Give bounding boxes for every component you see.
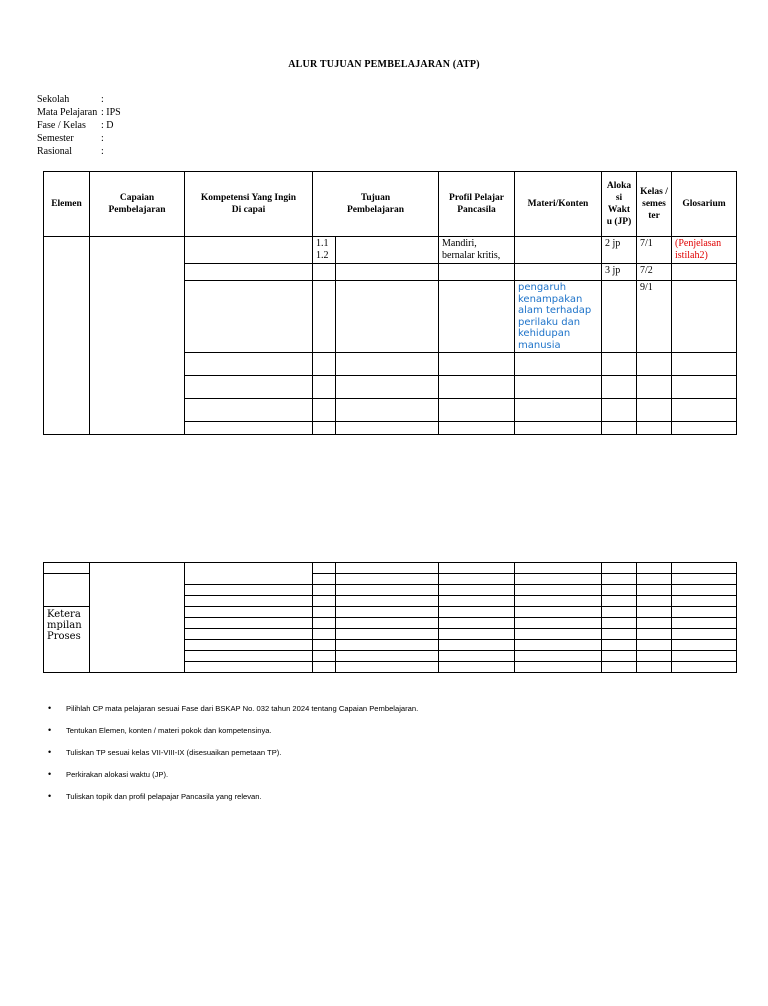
cell bbox=[515, 563, 602, 574]
header-elemen: Elemen bbox=[44, 172, 90, 237]
cell bbox=[672, 662, 737, 673]
cell bbox=[672, 640, 737, 651]
header-capaian: Capaian Pembelajaran bbox=[90, 172, 185, 237]
cell-jp bbox=[602, 399, 637, 422]
table-row bbox=[44, 563, 737, 574]
cell bbox=[185, 585, 313, 596]
header-alokasi: Aloka si Wakt u (JP) bbox=[602, 172, 637, 237]
cell bbox=[313, 662, 336, 673]
cell bbox=[672, 651, 737, 662]
cell-jp bbox=[602, 422, 637, 435]
cell bbox=[313, 651, 336, 662]
cell-merged bbox=[90, 563, 185, 673]
header-glosarium: Glosarium bbox=[672, 172, 737, 237]
cell-glosarium bbox=[672, 353, 737, 376]
cell-tp-number bbox=[313, 264, 336, 281]
cell bbox=[336, 640, 439, 651]
cell bbox=[336, 563, 439, 574]
cell bbox=[637, 629, 672, 640]
list-item bbox=[48, 789, 418, 811]
cell bbox=[602, 662, 637, 673]
cell bbox=[336, 662, 439, 673]
cell-tujuan bbox=[336, 281, 439, 353]
cell-jp bbox=[602, 281, 637, 353]
cell bbox=[602, 651, 637, 662]
cell bbox=[439, 651, 515, 662]
cell-tp-number bbox=[313, 281, 336, 353]
cell bbox=[336, 618, 439, 629]
cell bbox=[313, 629, 336, 640]
cell bbox=[336, 585, 439, 596]
cell bbox=[637, 618, 672, 629]
cell bbox=[439, 574, 515, 585]
cell bbox=[439, 607, 515, 618]
cell bbox=[336, 607, 439, 618]
cell-materi: pengaruh kenampakan alam terhadap perilaku dan kehidupan manusia bbox=[515, 281, 602, 353]
info-label: Fase / Kelas bbox=[37, 120, 86, 131]
cell-kompetensi bbox=[185, 422, 313, 435]
info-value: : IPS bbox=[101, 107, 121, 118]
cell-glosarium bbox=[672, 422, 737, 435]
info-label: Mata Pelajaran bbox=[37, 107, 98, 118]
header-kompetensi: Kompetensi Yang Ingin Di capai bbox=[185, 172, 313, 237]
cell-kompetensi bbox=[185, 353, 313, 376]
cell bbox=[185, 651, 313, 662]
header-kelas: Kelas / semes ter bbox=[637, 172, 672, 237]
cell bbox=[637, 563, 672, 574]
cell-glosarium: (Penjelasan istilah2) bbox=[672, 237, 737, 264]
cell-profil bbox=[439, 422, 515, 435]
cell bbox=[515, 607, 602, 618]
cell-kelas bbox=[637, 353, 672, 376]
cell bbox=[185, 640, 313, 651]
bullet-icon: • bbox=[48, 747, 52, 757]
instruction-text: Tentukan Elemen, konten / materi pokok dan kompetensinya. bbox=[66, 726, 272, 735]
cell bbox=[637, 607, 672, 618]
cell-profil bbox=[439, 353, 515, 376]
cell bbox=[602, 618, 637, 629]
header-tujuan: Tujuan Pembelajaran bbox=[313, 172, 439, 237]
cell-keterampilan-proses: Ketera mpilan Proses bbox=[44, 607, 90, 673]
cell bbox=[515, 618, 602, 629]
info-row-rasional bbox=[37, 145, 121, 158]
cell bbox=[313, 607, 336, 618]
cell bbox=[515, 629, 602, 640]
bullet-icon: • bbox=[48, 769, 52, 779]
cell-kelas: 7/2 bbox=[637, 264, 672, 281]
info-row-fase-kelas bbox=[37, 119, 121, 132]
cell-kelas bbox=[637, 376, 672, 399]
cell-materi bbox=[515, 353, 602, 376]
cell bbox=[672, 607, 737, 618]
cell-profil bbox=[439, 264, 515, 281]
cell bbox=[637, 651, 672, 662]
cell bbox=[602, 629, 637, 640]
instruction-text: Perkirakan alokasi waktu (JP). bbox=[66, 770, 169, 779]
cell bbox=[44, 563, 90, 574]
cell bbox=[185, 662, 313, 673]
cell bbox=[185, 596, 313, 607]
cell-elemen bbox=[44, 237, 90, 435]
cell bbox=[637, 640, 672, 651]
cell bbox=[672, 585, 737, 596]
cell bbox=[672, 596, 737, 607]
table-row bbox=[44, 237, 737, 264]
cell bbox=[439, 629, 515, 640]
cell bbox=[185, 563, 313, 585]
cell-glosarium bbox=[672, 281, 737, 353]
cell-kelas: 9/1 bbox=[637, 281, 672, 353]
instruction-text: Tuliskan TP sesuai kelas VII-VIII-IX (disesuaikan pemetaan TP). bbox=[66, 748, 282, 757]
cell-jp: 3 jp bbox=[602, 264, 637, 281]
list-item bbox=[48, 723, 418, 745]
cell bbox=[672, 574, 737, 585]
bullet-icon: • bbox=[48, 725, 52, 735]
info-label: Semester bbox=[37, 133, 74, 144]
list-item bbox=[48, 701, 418, 723]
cell-tp-number bbox=[313, 399, 336, 422]
cell bbox=[602, 563, 637, 574]
cell-kelas bbox=[637, 399, 672, 422]
cell bbox=[313, 574, 336, 585]
bullet-icon: • bbox=[48, 791, 52, 801]
cell bbox=[336, 651, 439, 662]
bullet-icon: • bbox=[48, 703, 52, 713]
cell bbox=[185, 607, 313, 618]
cell-profil bbox=[439, 376, 515, 399]
info-value: : D bbox=[101, 120, 114, 131]
instructions-list bbox=[48, 701, 418, 811]
cell bbox=[515, 651, 602, 662]
cell bbox=[185, 629, 313, 640]
cell bbox=[637, 662, 672, 673]
cell-kelas bbox=[637, 422, 672, 435]
cell-jp bbox=[602, 353, 637, 376]
cell-kelas: 7/1 bbox=[637, 237, 672, 264]
cell bbox=[336, 629, 439, 640]
cell-materi bbox=[515, 237, 602, 264]
cell bbox=[313, 640, 336, 651]
cell-kompetensi bbox=[185, 264, 313, 281]
cell bbox=[602, 607, 637, 618]
info-value: : bbox=[101, 146, 104, 157]
cell bbox=[313, 563, 336, 574]
cell bbox=[439, 618, 515, 629]
cell bbox=[439, 596, 515, 607]
cell bbox=[637, 574, 672, 585]
cell-tp-number bbox=[313, 422, 336, 435]
cell-tp-number: 1.1 1.2 bbox=[313, 237, 336, 264]
cell bbox=[313, 596, 336, 607]
cell bbox=[672, 618, 737, 629]
cell-profil bbox=[439, 281, 515, 353]
cell bbox=[637, 596, 672, 607]
cell-profil bbox=[439, 399, 515, 422]
cell bbox=[44, 574, 90, 607]
info-value: : bbox=[101, 94, 104, 105]
info-label: Sekolah bbox=[37, 94, 70, 105]
cell bbox=[637, 585, 672, 596]
instruction-text: Tuliskan topik dan profil pelapajar Pancasila yang relevan. bbox=[66, 792, 262, 801]
cell-tujuan bbox=[336, 237, 439, 264]
header-row bbox=[44, 172, 737, 237]
info-row-mata-pelajaran bbox=[37, 106, 121, 119]
cell bbox=[515, 640, 602, 651]
cell bbox=[602, 574, 637, 585]
cell-kompetensi bbox=[185, 281, 313, 353]
info-label: Rasional bbox=[37, 146, 72, 157]
cell-glosarium bbox=[672, 399, 737, 422]
cell bbox=[439, 563, 515, 574]
cell-kompetensi bbox=[185, 376, 313, 399]
cell bbox=[515, 585, 602, 596]
atp-table bbox=[43, 171, 737, 435]
info-block bbox=[37, 93, 121, 158]
cell bbox=[336, 574, 439, 585]
list-item bbox=[48, 745, 418, 767]
document-title: ALUR TUJUAN PEMBELAJARAN (ATP) bbox=[288, 59, 480, 70]
cell bbox=[515, 662, 602, 673]
cell-tujuan bbox=[336, 264, 439, 281]
cell-kompetensi bbox=[185, 399, 313, 422]
cell-glosarium bbox=[672, 264, 737, 281]
cell bbox=[602, 640, 637, 651]
cell-tp-number bbox=[313, 376, 336, 399]
cell-tujuan bbox=[336, 353, 439, 376]
cell bbox=[672, 629, 737, 640]
cell bbox=[313, 618, 336, 629]
cell bbox=[515, 574, 602, 585]
info-row-sekolah bbox=[37, 93, 121, 106]
secondary-table bbox=[43, 562, 737, 673]
cell-tujuan bbox=[336, 376, 439, 399]
header-profil: Profil Pelajar Pancasila bbox=[439, 172, 515, 237]
cell-kompetensi bbox=[185, 237, 313, 264]
instruction-text: Pilihlah CP mata pelajaran sesuai Fase dari BSKAP No. 032 tahun 2024 tentang Capaian Pembelajaran. bbox=[66, 704, 419, 713]
cell bbox=[439, 640, 515, 651]
cell-tujuan bbox=[336, 399, 439, 422]
cell bbox=[515, 596, 602, 607]
cell bbox=[185, 618, 313, 629]
cell-tp-number bbox=[313, 353, 336, 376]
cell bbox=[439, 585, 515, 596]
cell-tujuan bbox=[336, 422, 439, 435]
cell-jp bbox=[602, 376, 637, 399]
header-materi: Materi/Konten bbox=[515, 172, 602, 237]
cell-materi bbox=[515, 376, 602, 399]
cell-glosarium bbox=[672, 376, 737, 399]
info-value: : bbox=[101, 133, 104, 144]
cell-profil: Mandiri, bernalar kritis, bbox=[439, 237, 515, 264]
cell bbox=[336, 596, 439, 607]
cell-materi bbox=[515, 399, 602, 422]
info-row-semester bbox=[37, 132, 121, 145]
cell-jp: 2 jp bbox=[602, 237, 637, 264]
cell-capaian bbox=[90, 237, 185, 435]
cell bbox=[439, 662, 515, 673]
cell bbox=[672, 563, 737, 574]
list-item bbox=[48, 767, 418, 789]
cell bbox=[602, 596, 637, 607]
cell-materi bbox=[515, 422, 602, 435]
cell bbox=[602, 585, 637, 596]
cell bbox=[313, 585, 336, 596]
cell-materi bbox=[515, 264, 602, 281]
